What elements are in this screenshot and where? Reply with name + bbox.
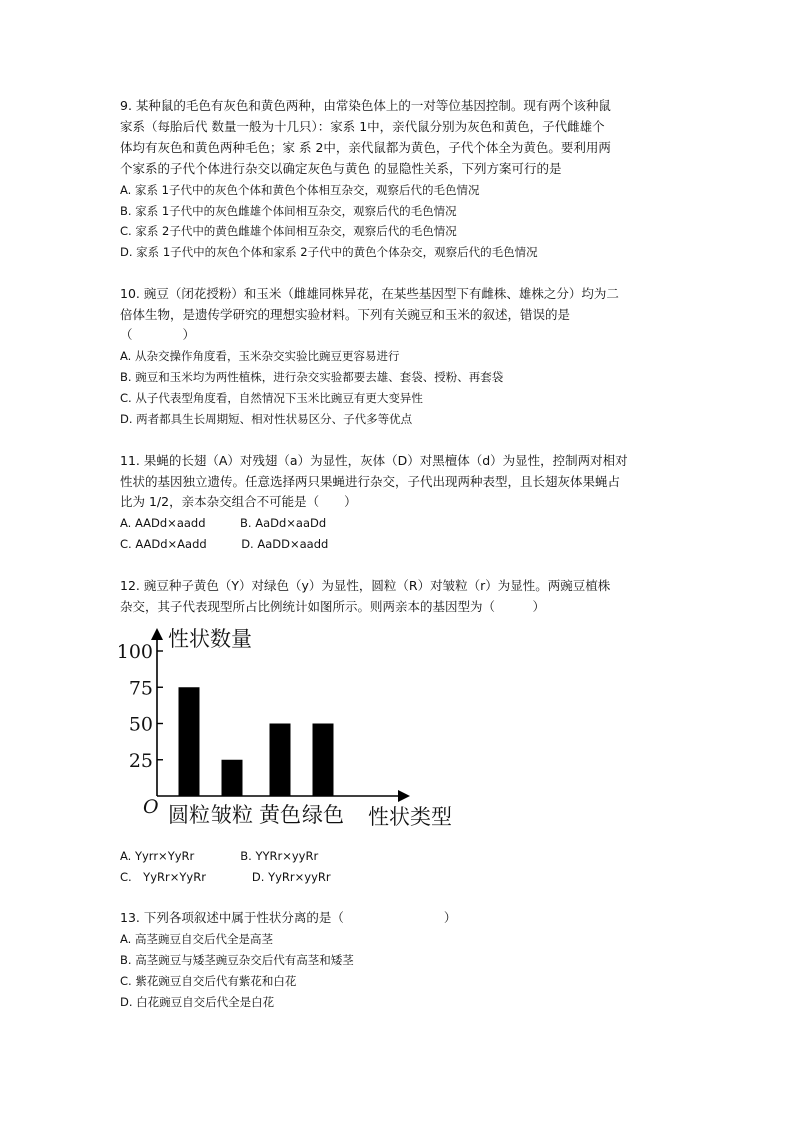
q9-option-c: C. 家系 2子代中的黄色雌雄个体间相互杂交，观察后代的毛色情况 <box>120 224 457 238</box>
q10-option-a: A. 从杂交操作角度看，玉米杂交实验比豌豆更容易进行 <box>120 349 400 363</box>
y-tick-label: 75 <box>128 677 153 700</box>
bar-3 <box>270 724 291 797</box>
chart-ylabel: 性状数量 <box>168 627 252 651</box>
q10-option-d: D. 两者都具生长周期短、相对性状易区分、子代多等优点 <box>120 412 413 426</box>
q12-options-row-2: C. YyRr×YyRr D. YyRr×yyRr <box>120 870 331 884</box>
q13-option-d: D. 白花豌豆自交后代全是白花 <box>120 995 275 1009</box>
y-tick-label: 50 <box>128 713 153 736</box>
q11-options-row-2: C. AADd×Aadd D. AaDD×aadd <box>120 537 329 551</box>
x-axis-arrow <box>398 790 410 802</box>
y-axis-arrow <box>151 628 163 640</box>
q12-options-row-1: A. Yyrr×YyRr B. YYRr×yyRr <box>120 849 319 863</box>
bar-1 <box>179 687 200 796</box>
chart-xlabel: 性状类型 <box>368 805 452 829</box>
bar-4 <box>313 724 334 797</box>
q11-options-row-1: A. AADd×aadd B. AaDd×aaDd <box>120 516 327 530</box>
q9-stem-line-3: 体均有灰色和黄色两种毛色；家 系 2中，亲代鼠都为黄色，子代个体全为黄色。要利用两 <box>120 140 611 155</box>
q13-option-a: A. 高茎豌豆自交后代全是高茎 <box>120 932 273 946</box>
q12-stem-line-2: 杂交，其子代表现型所占比例统计如图所示。则两亲本的基因型为（ ） <box>120 599 546 614</box>
chart-bars <box>179 687 334 796</box>
x-category-label: 圆粒 <box>168 803 210 827</box>
y-tick-label: 100 <box>116 641 153 663</box>
q9-stem-line-4: 个家系的子代个体进行杂交以确定灰色与黄色 的显隐性关系，下列方案可行的是 <box>120 161 562 176</box>
q9-option-d: D. 家系 1子代中的灰色个体和家系 2子代中的黄色个体杂交，观察后代的毛色情况 <box>120 245 538 259</box>
q13-stem-line-1: 13. 下列各项叙述中属于性状分离的是（ ） <box>120 910 457 925</box>
q11-stem-line-2: 性状的基因独立遗传。任意选择两只果蝇进行杂交，子代出现两种表型，且长翅灰体果蝇占 <box>120 474 621 489</box>
x-category-label: 皱粒 <box>211 803 253 827</box>
chart-origin-label: O <box>143 796 159 818</box>
q9-stem-line-2: 家系（每胎后代 数量一般为十几只）：家系 1中，亲代鼠分别为灰色和黄色，子代雌雄个 <box>120 119 605 134</box>
q9-option-a: A. 家系 1子代中的灰色个体和黄色个体相互杂交，观察后代的毛色情况 <box>120 183 480 197</box>
chart-xticks <box>168 803 344 827</box>
y-tick-label: 25 <box>128 749 153 772</box>
q9-option-b: B. 家系 1子代中的灰色雌雄个体间相互杂交，观察后代的毛色情况 <box>120 204 457 218</box>
q11-stem-line-3: 比为 1/2，亲本杂交组合不可能是（ ） <box>120 494 357 509</box>
x-category-label: 黄色 <box>259 803 301 827</box>
q13-option-c: C. 紫花豌豆自交后代有紫花和白花 <box>120 974 297 988</box>
q10-option-c: C. 从子代表型角度看，自然情况下玉米比豌豆有更大变异性 <box>120 391 423 405</box>
q9-stem-line-1: 9. 某种鼠的毛色有灰色和黄色两种，由常染色体上的一对等位基因控制。现有两个该种鼠 <box>120 98 611 113</box>
q10-stem-line-1: 10. 豌豆（闭花授粉）和玉米（雌雄同株异花，在某些基因型下有雌株、雄株之分）均为二 <box>120 286 619 301</box>
q12-stem-line-1: 12. 豌豆种子黄色（Y）对绿色（y）为显性，圆粒（R）对皱粒（r）为显性。两豌豆植株 <box>120 578 611 593</box>
q13-option-b: B. 高茎豌豆与矮茎豌豆杂交后代有高茎和矮茎 <box>120 953 354 967</box>
q10-option-b: B. 豌豆和玉米均为两性植株，进行杂交实验都要去雄、套袋、授粉、再套袋 <box>120 370 504 384</box>
chart-yticks <box>117 641 163 772</box>
x-category-label: 绿色 <box>302 803 344 827</box>
q10-stem-line-3: （ ） <box>120 327 196 342</box>
q10-stem-line-2: 倍体生物，是遗传学研究的理想实验材料。下列有关豌豆和玉米的叙述，错误的是 <box>120 307 571 322</box>
q11-stem-line-1: 11. 果蝇的长翅（A）对残翅（a）为显性，灰体（D）对黑檀体（d）为显性，控制两对相对 <box>120 453 628 468</box>
bar-2 <box>222 760 243 796</box>
